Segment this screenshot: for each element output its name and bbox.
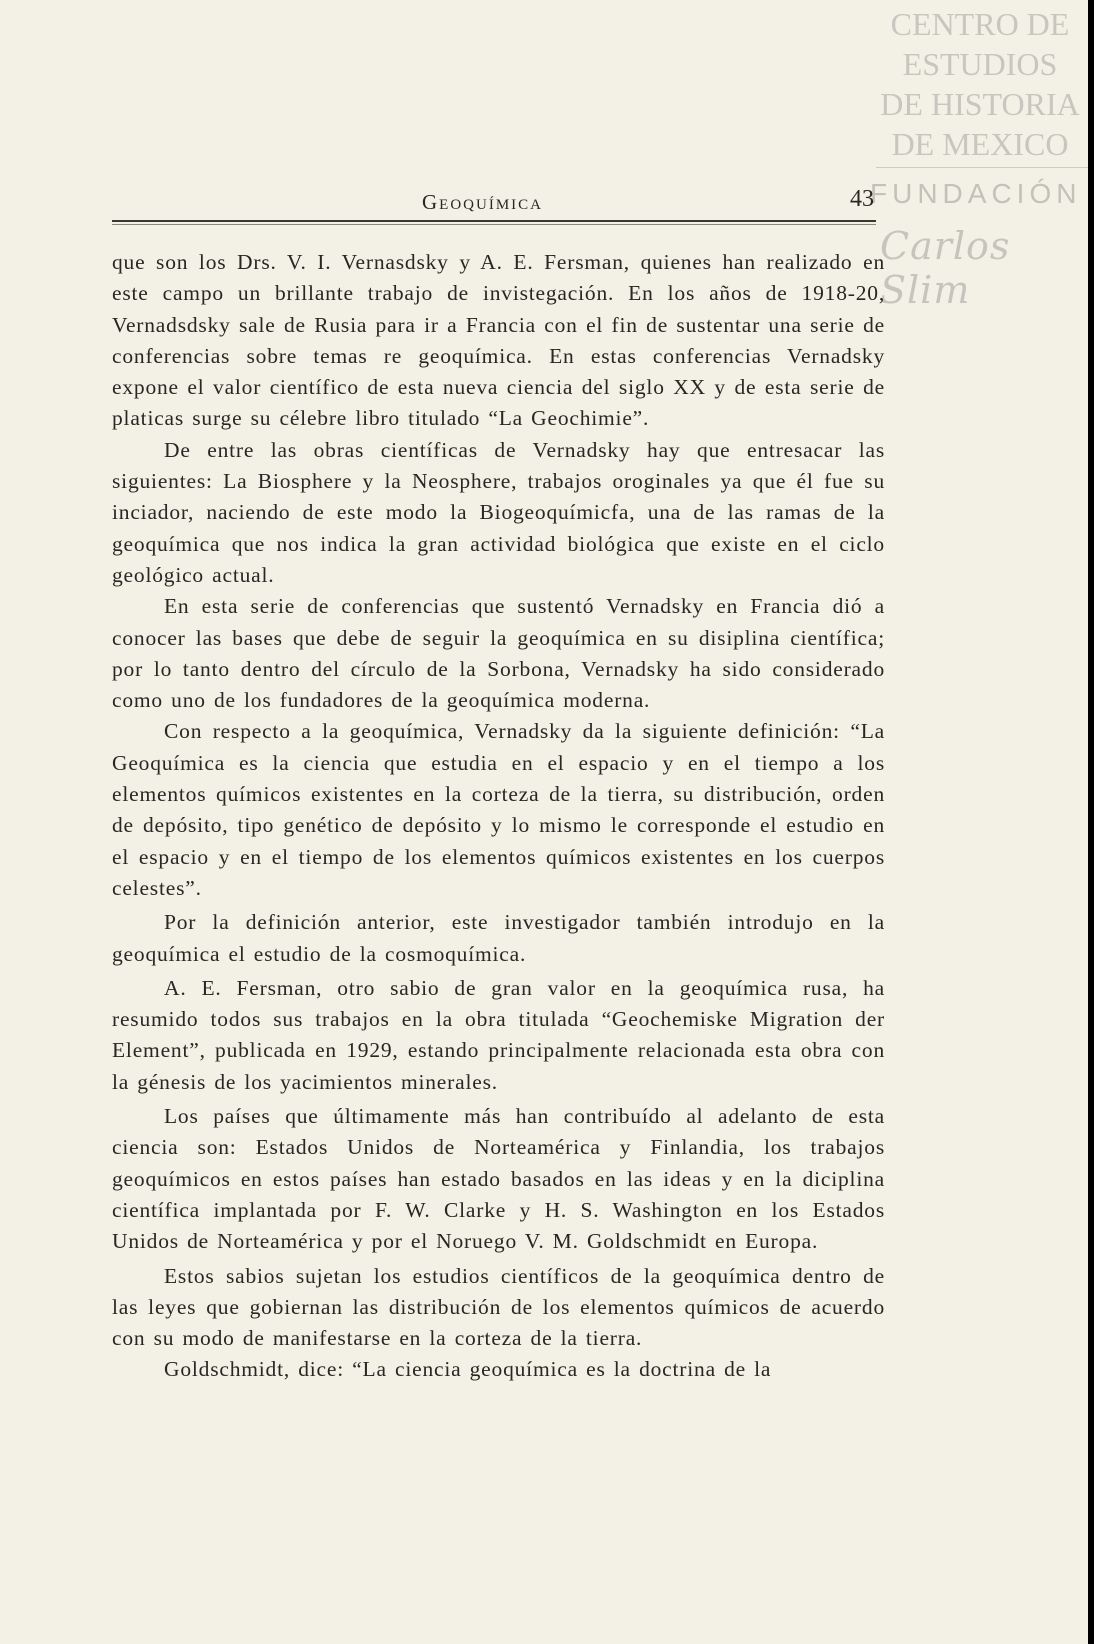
paragraph: En esta serie de conferencias que sustentó Vernadsky en Francia dió a conocer las bases que debe de seguir la geoquímica en su disiplina científica; por lo tanto dentro del círculo de la Sorbona, Vernadsky ha sido considerado como uno de los fundadores de la geoquímica moderna. xyxy=(112,594,885,713)
paragraph: Los países que últimamente más han contribuído al adelanto de esta ciencia son: Estados Unidos de Norteamérica y Finlandia, los trabajos geoquímicos en estos países han estado basados en las ideas y en la diciplina científica implantada por F. W. Clarke y H. S. Washington en los Estados Unidos de Norteamérica y por el Noruego V. M. Goldschmidt en Europa. xyxy=(112,1104,885,1254)
page-number: 43 xyxy=(850,186,874,212)
watermark-divider xyxy=(876,167,1088,168)
paragraph: que son los Drs. V. I. Vernasdsky y A. E. Fersman, quienes han realizado en este campo un brillante trabajo de invistegación. En los años de 1918-20, Vernadsdsky sale de Rusia para ir a Francia con el fin de sustentar una serie de conferencias sobre temas re geoquímica. En estas conferencias Vernadsky expone el valor científico de esta nueva ciencia del siglo XX y de esta serie de platicas surge su célebre libro titulado “La Geochimie”. xyxy=(112,250,885,431)
header-rule xyxy=(112,220,876,222)
watermark-line: DE HISTORIA xyxy=(880,86,1080,122)
watermark-line: DE MEXICO xyxy=(891,126,1069,162)
body-text xyxy=(112,247,885,1386)
header-rule-thin xyxy=(112,224,876,225)
paragraph: Estos sabios sujetan los estudios científicos de la geoquímica dentro de las leyes que gobiernan las distribución de los elementos químicos de acuerdo con su modo de manifestarse en la corteza de la tierra. xyxy=(112,1263,885,1351)
running-header-title: Geoquímica xyxy=(422,190,543,214)
watermark-stamp xyxy=(872,4,1088,164)
watermark-line: CENTRO DE xyxy=(890,6,1070,42)
running-header xyxy=(112,186,874,216)
paragraph: Goldschmidt, dice: “La ciencia geoquímica es la doctrina de la xyxy=(164,1357,772,1382)
paragraph: Por la definición anterior, este investigador también introdujo en la geoquímica el estudio de la cosmoquímica. xyxy=(112,910,885,966)
watermark-line: ESTUDIOS xyxy=(902,46,1058,82)
paragraph: A. E. Fersman, otro sabio de gran valor en la geoquímica rusa, ha resumido todos sus trabajos en la obra titulada “Geochemiske Migration der Element”, publicada en 1929, estando principalmente relacionada esta obra con la génesis de los yacimientos minerales. xyxy=(112,975,885,1094)
watermark-fundacion: FUNDACIÓN xyxy=(870,178,1082,209)
scan-edge xyxy=(1088,0,1094,1644)
paragraph: Con respecto a la geoquímica, Vernadsky da la siguiente definición: “La Geoquímica es la ciencia que estudia en el espacio y en el tiempo a los elementos químicos existentes en la corteza de la tierra, su distribución, orden de depósito, tipo genético de depósito y lo mismo le corresponde el estudio en el espacio y en el tiempo de los elementos químicos existentes en los cuerpos celestes”. xyxy=(112,719,885,900)
watermark-signature: Carlos Slim xyxy=(880,224,1011,312)
paragraph: De entre las obras científicas de Vernadsky hay que entresacar las siguientes: La Biosphere y la Neosphere, trabajos oroginales ya que él fue su inciador, naciendo de este modo la Biogeoquímicfa, una de las ramas de la geoquímica que nos indica la gran actividad biológica que existe en el ciclo geológico actual. xyxy=(112,437,885,587)
